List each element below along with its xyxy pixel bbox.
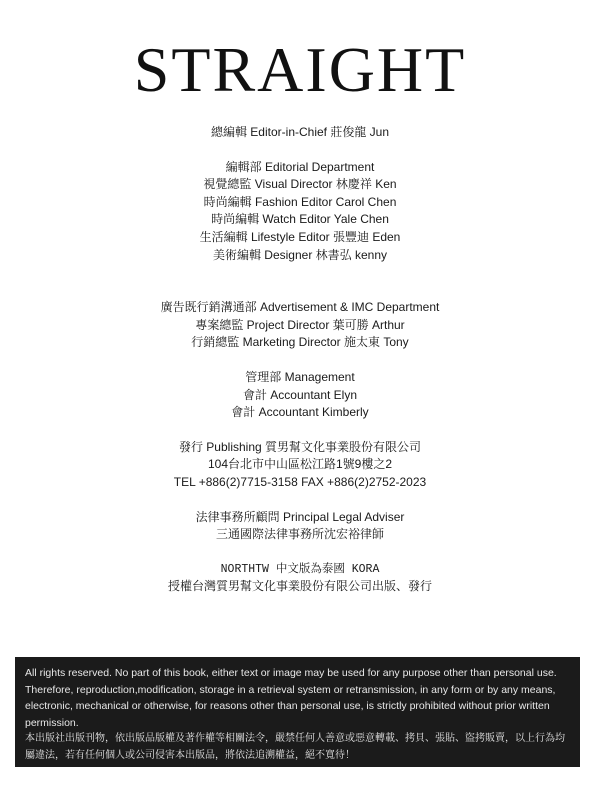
copyright-text-zh: 本出版社出版刊物，依出版品版權及著作權等相關法令，嚴禁任何人善意或惡意轉載、拷貝、張貼、盜拷販賣，以上行為均屬違法，若有任何個人或公司侵害本出版品，將依法追溯權益，絕不寬待！ bbox=[25, 733, 565, 761]
credit-line-publishing: 發行 Publishing 質男幫文化事業股份有限公司 bbox=[178, 439, 422, 454]
credit-line-law-firm: 三通國際法律事務所沈宏裕律師 bbox=[215, 527, 384, 542]
credit-line-editorial-department: 編輯部 Editorial Department bbox=[225, 159, 375, 174]
credit-line-designer: 美術編輯 Designer 林書弘 kenny bbox=[212, 247, 388, 262]
copyright-text-en: All rights reserved. No part of this book, either text or image may be used for any purpose other than personal use. Therefore, reproduction,modification, storage in a retrieval system or retransmission, in any form or by any means, electronic, mechanical or otherwise, for reasons other than personal use, is strictly prohibited without prior written permission. bbox=[25, 667, 557, 729]
credit-line-license-origin: NORTHTW 中文版為泰國 KORA bbox=[220, 562, 380, 576]
credit-line-phone-fax: TEL +886(2)7715-3158 FAX +886(2)2752-2023 bbox=[173, 474, 427, 489]
credit-line-advertisement-department: 廣告既行銷溝通部 Advertisement & IMC Department bbox=[160, 300, 440, 315]
credit-line-address: 104台北市中山區松江路1號9樓之2 bbox=[207, 457, 393, 472]
credit-line-watch-editor: 時尚編輯 Watch Editor Yale Chen bbox=[211, 212, 389, 227]
credits-block bbox=[0, 124, 600, 596]
credit-line-marketing-director: 行銷總監 Marketing Director 施太東 Tony bbox=[191, 335, 409, 350]
credit-line-accountant-elyn: 會計 Accountant Elyn bbox=[242, 387, 358, 402]
credit-line-legal-adviser: 法律事務所顧問 Principal Legal Adviser bbox=[195, 509, 405, 524]
credit-line-accountant-kimberly: 會計 Accountant Kimberly bbox=[231, 405, 369, 420]
credit-line-visual-director: 視覺總監 Visual Director 林慶祥 Ken bbox=[203, 177, 397, 192]
masthead-title: STRAIGHT bbox=[133, 34, 467, 105]
credit-line-lifestyle-editor: 生活編輯 Lifestyle Editor 張豐迪 Eden bbox=[199, 229, 401, 244]
credit-line-management: 管理部 Management bbox=[245, 369, 355, 384]
credit-line-project-director: 專案總監 Project Director 葉可勝 Arthur bbox=[195, 317, 405, 332]
credit-line-license-publisher: 授權台灣質男幫文化事業股份有限公司出版、發行 bbox=[167, 579, 432, 594]
copyright-notice bbox=[15, 657, 580, 767]
credit-line-editor-in-chief: 總編輯 Editor-in-Chief 莊俊龍 Jun bbox=[210, 125, 390, 139]
credit-line-fashion-editor: 時尚編輯 Fashion Editor Carol Chen bbox=[203, 194, 397, 209]
